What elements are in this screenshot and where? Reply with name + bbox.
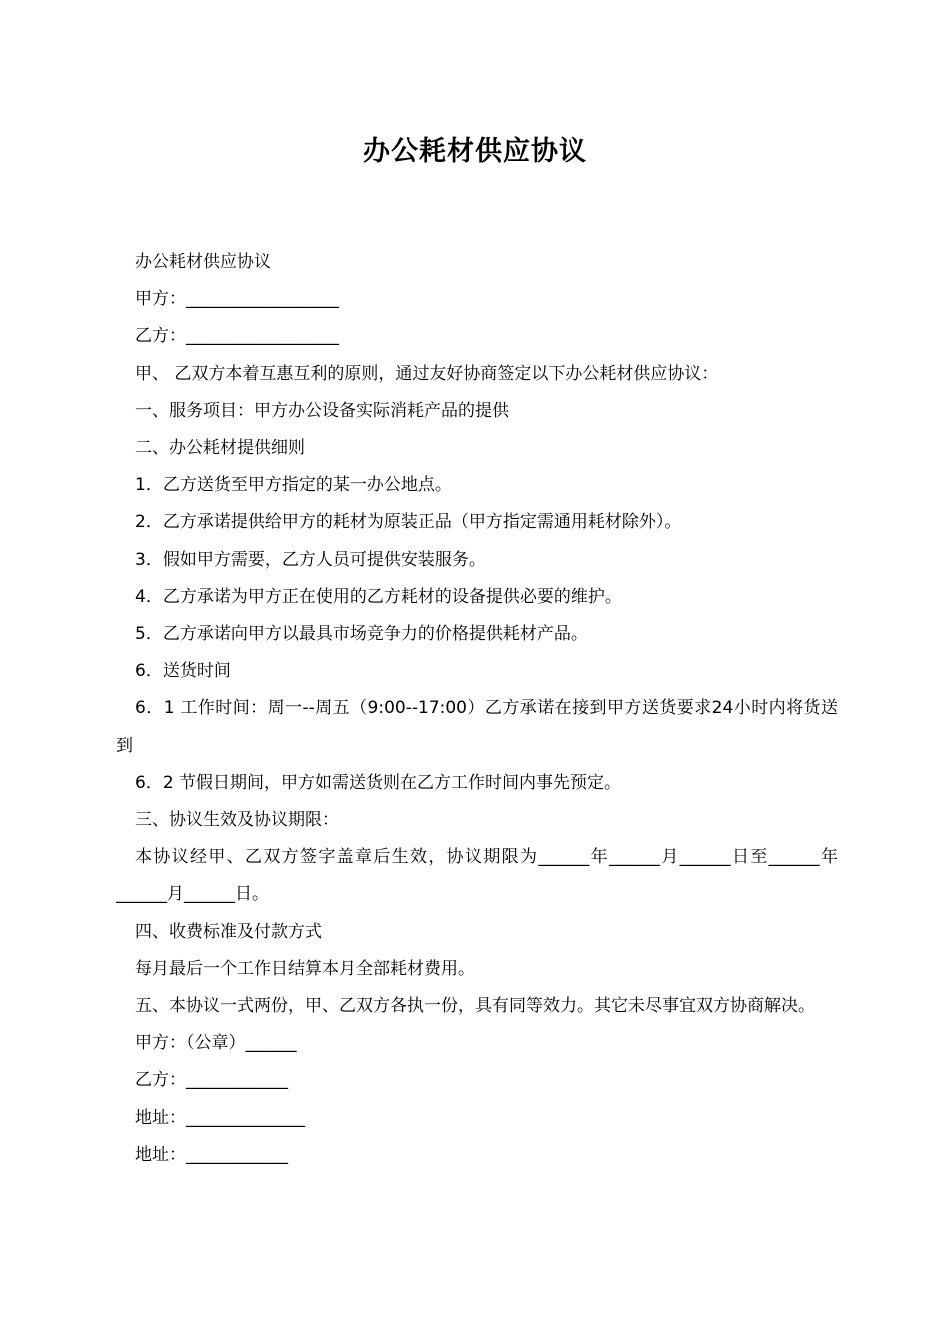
clause-6-2: 6．2 节假日期间，甲方如需送货则在乙方工作时间内事先预定。 (135, 772, 622, 793)
clause-6-1: 6．1 工作时间：周一--周五（9:00--17:00）乙方承诺在接到甲方送货要求24小时内将货送到 (116, 698, 838, 756)
signature-party-b: 乙方：____________ (135, 1070, 288, 1091)
section-3-heading: 三、协议生效及协议期限： (135, 810, 339, 831)
clause-1: 1．乙方送货至甲方指定的某一办公地点。 (135, 475, 452, 496)
section-4-heading: 四、收费标准及付款方式 (135, 921, 322, 942)
party-b-line: 乙方：__________________ (135, 326, 339, 347)
clause-3: 3．假如甲方需要，乙方人员可提供安装服务。 (135, 549, 486, 570)
party-a-line: 甲方：__________________ (135, 289, 339, 310)
validity-term: 本协议经甲、乙双方签字盖章后生效，协议期限为______年______月______日至______年______月______日。 (116, 847, 838, 905)
section-5-copies: 五、本协议一式两份，甲、乙双方各执一份，具有同等效力。其它未尽事宜双方协商解决。 (135, 996, 815, 1017)
heading-repeat: 办公耗材供应协议 (135, 252, 271, 272)
clause-2: 2．乙方承诺提供给甲方的耗材为原装正品（甲方指定需通用耗材除外）。 (135, 512, 682, 533)
section-2-heading: 二、办公耗材提供细则 (135, 438, 305, 459)
address-line-2: 地址：____________ (135, 1144, 288, 1165)
document-body (116, 244, 838, 1174)
document-title: 办公耗材供应协议 (363, 136, 587, 167)
billing-text: 每月最后一个工作日结算本月全部耗材费用。 (135, 958, 475, 979)
clause-5: 5．乙方承诺向甲方以最具市场竞争力的价格提供耗材产品。 (135, 624, 588, 645)
signature-party-a: 甲方：（公章）______ (135, 1033, 297, 1054)
address-line-1: 地址：______________ (135, 1107, 305, 1128)
preamble: 甲、 乙双方本着互惠互利的原则，通过友好协商签定以下办公耗材供应协议： (135, 363, 719, 384)
clause-6-heading: 6．送货时间 (135, 661, 231, 682)
clause-4: 4．乙方承诺为甲方正在使用的乙方耗材的设备提供必要的维护。 (135, 586, 622, 607)
section-1-service: 一、服务项目：甲方办公设备实际消耗产品的提供 (135, 400, 509, 421)
